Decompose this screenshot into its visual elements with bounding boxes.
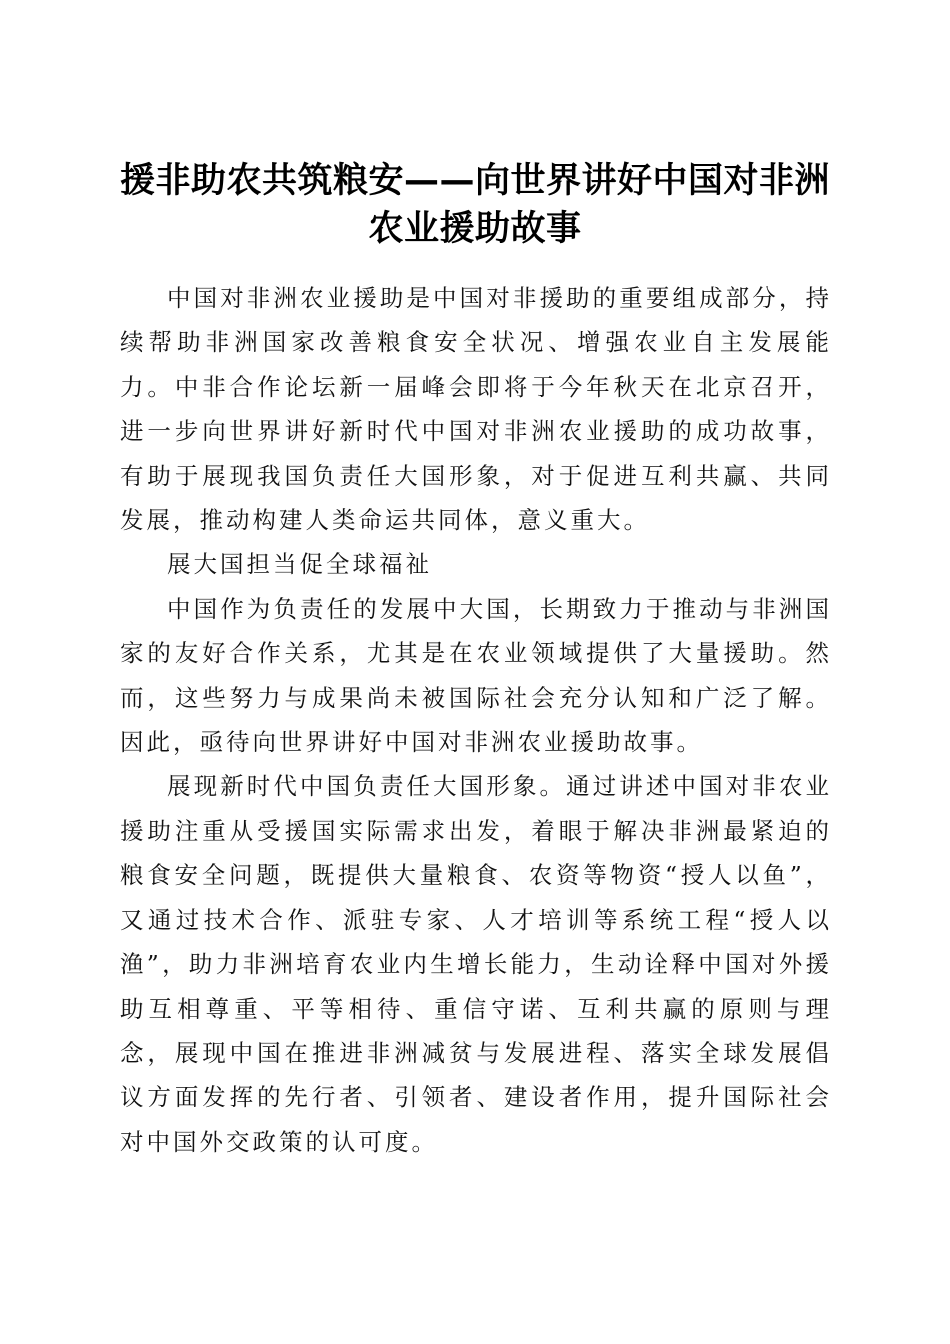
title-line-2: 农业援助故事: [368, 209, 582, 250]
title-line-1: 援非助农共筑粮安——向世界讲好中国对非洲: [119, 161, 830, 202]
section-heading: 展大国担当促全球福祉: [167, 550, 432, 579]
article-title: [110, 157, 840, 253]
paragraph-background: 中国作为负责任的发展中大国，长期致力于推动与非洲国家的友好合作关系，尤其是在农业领域提供了大量援助。然而，这些努力与成果尚未被国际社会充分认知和广泛了解。因此，亟待向世界讲好中国对非洲农业援助故事。: [120, 594, 832, 757]
paragraph-intro: 中国对非洲农业援助是中国对非援助的重要组成部分，持续帮助非洲国家改善粮食安全状况、增强农业自主发展能力。中非合作论坛新一届峰会即将于今年秋天在北京召开，进一步向世界讲好新时代中国对非洲农业援助的成功故事，有助于展现我国负责任大国形象，对于促进互利共赢、共同发展，推动构建人类命运共同体，意义重大。: [120, 284, 832, 535]
paragraph-image: 展现新时代中国负责任大国形象。通过讲述中国对非农业援助注重从受援国实际需求出发，着眼于解决非洲最紧迫的粮食安全问题，既提供大量粮食、农资等物资“授人以鱼”，又通过技术合作、派驻专家、人才培训等系统工程“授人以渔”，助力非洲培育农业内生增长能力，生动诠释中国对外援助互相尊重、平等相待、重信守诺、互利共赢的原则与理念，展现中国在推进非洲减贫与发展进程、落实全球发展倡议方面发挥的先行者、引领者、建设者作用，提升国际社会对中国外交政策的认可度。: [120, 772, 832, 1156]
article-body: [120, 276, 832, 1164]
